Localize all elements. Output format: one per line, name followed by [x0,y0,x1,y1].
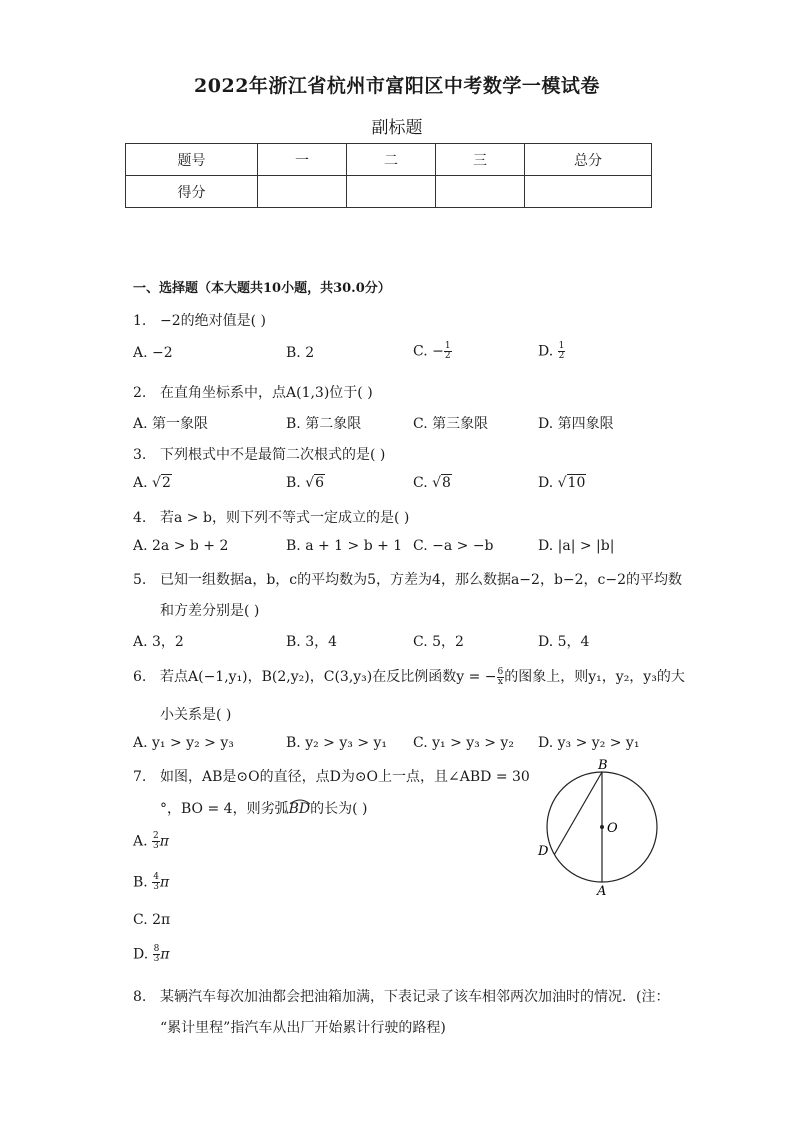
header-cell-total: 总分 [525,144,652,176]
question-text: −2的绝对值是( ) [160,313,267,329]
label-b: B [598,758,608,773]
chord-bd [554,772,602,855]
numerator: 8 [153,944,160,954]
numerator: 2 [153,831,159,841]
option-c[interactable]: C. −a > −b [413,538,494,554]
question-text-continued: 小关系是( ) [160,707,232,723]
question-text: 若点A(−1,y₁)，B(2,y₂)，C(3,y₃)在反比例函数y = − [160,669,497,685]
header-cell-part2: 二 [347,144,436,176]
question-number: 2. [133,385,147,401]
question-7 [133,766,530,786]
option-b[interactable]: B. 3，4 [286,634,338,650]
denominator: 2 [444,351,451,361]
option-d[interactable]: D. y₃ > y₂ > y₁ [538,735,640,751]
option-a[interactable]: A. 3，2 [133,634,184,650]
denominator: 3 [153,954,160,964]
score-row-label: 得分 [126,176,258,208]
header-cell-number: 题号 [126,144,258,176]
option-label: D. √ [538,475,567,491]
option-label: D. [538,343,558,360]
question-number: 7. [133,769,147,785]
question-8 [133,986,669,1006]
arc-label: BD [288,801,311,817]
option-b[interactable]: B. 2 [286,345,315,361]
radicand: 8 [442,475,451,491]
denominator: 3 [153,841,159,851]
option-a[interactable]: A. −2 [133,345,173,361]
question-number: 3. [133,447,147,463]
pi-symbol: π [159,833,169,850]
score-cell[interactable] [258,176,347,208]
question-text: 如图，AB是⊙O的直径，点D为⊙O上一点，且∠ABD = 30 [160,769,530,785]
option-b[interactable] [133,873,169,892]
numerator: 1 [558,341,565,351]
header-cell-part3: 三 [436,144,525,176]
numerator: 4 [153,872,159,882]
option-label: D. [133,946,153,963]
question-text: 下列根式中不是最简二次根式的是( ) [160,447,386,463]
option-b[interactable]: B. y₂ > y₃ > y₁ [286,735,388,751]
question-text-continued: “累计里程”指汽车从出厂开始累计行驶的路程) [160,1020,446,1036]
circle-figure [530,755,670,900]
question-number: 6. [133,669,147,685]
arc-icon [289,798,311,805]
fraction [558,342,566,361]
question-2 [133,382,373,402]
question-number: 1. [133,313,147,329]
option-a[interactable]: A. 第一象限 [133,416,209,432]
numerator: 6 [497,666,504,677]
option-a[interactable] [133,832,169,851]
option-b[interactable]: B. a + 1 > b + 1 [286,538,403,554]
option-b[interactable]: B. 第二象限 [286,416,362,432]
center-point [600,825,604,829]
pi-symbol: π [160,946,170,963]
option-a[interactable] [133,475,172,491]
denominator: 2 [558,351,565,361]
score-table-header-row [126,144,652,176]
option-c[interactable]: C. 第三象限 [413,416,489,432]
option-label: A. √ [133,475,161,491]
option-a[interactable]: A. y₁ > y₂ > y₃ [133,735,234,751]
question-5 [133,569,682,589]
header-cell-part1: 一 [258,144,347,176]
score-cell[interactable] [347,176,436,208]
option-d[interactable]: D. 第四象限 [538,416,614,432]
question-text-continued [160,798,367,818]
label-a: A [597,884,607,899]
question-text-continued: 和方差分别是( ) [160,603,260,619]
question-4 [133,507,409,527]
option-c[interactable]: C. y₁ > y₃ > y₂ [413,735,514,751]
question-number: 8. [133,989,147,1005]
option-label: A. [133,833,153,850]
score-table [125,143,652,208]
option-a[interactable]: A. 2a > b + 2 [133,538,229,554]
option-c[interactable] [413,475,452,491]
option-c[interactable]: C. 2π [133,912,171,928]
option-d[interactable] [538,342,565,361]
fraction [152,832,160,851]
score-table-score-row [126,176,652,208]
numerator: 1 [444,341,451,351]
question-1 [133,310,266,330]
option-label: C. √ [413,475,442,491]
question-text: 若a > b，则下列不等式一定成立的是( ) [160,510,410,526]
denominator: 3 [153,882,159,892]
exam-subtitle: 副标题 [371,118,423,138]
exam-title: 2022年浙江省杭州市富阳区中考数学一模试卷 [194,75,600,97]
option-label: B. [133,874,153,891]
denominator: x [497,676,503,687]
text-part: °，BO = 4，则劣弧 [160,801,289,817]
option-b[interactable] [286,475,325,491]
question-text: 某辆汽车每次加油都会把油箱加满，下表记录了该车相邻两次加油时的情况．(注： [160,989,670,1005]
pi-symbol: π [159,874,170,891]
question-number: 4. [133,510,147,526]
option-label: B. √ [286,475,315,491]
question-text: 已知一组数据a，b，c的平均数为5，方差为4，那么数据a−2，b−2，c−2的平均数 [160,572,683,588]
option-d[interactable]: D. |a| > |b| [538,538,615,554]
radicand: 6 [315,475,325,491]
question-text-tail: 的图象上，则y₁，y₂，y₃的大 [504,669,685,685]
question-number: 5. [133,572,147,588]
option-label: C. − [413,343,444,360]
fraction [444,342,452,361]
label-d: D [538,844,549,859]
option-d[interactable] [133,945,170,964]
arc-notation [289,801,311,817]
option-c[interactable] [413,342,452,361]
score-cell[interactable] [525,176,652,208]
option-d[interactable] [538,475,586,491]
text-part: 的长为( ) [310,801,368,817]
option-c[interactable]: C. 5，2 [413,634,464,650]
question-text: 在直角坐标系中，点A(1,3)位于( ) [160,385,373,401]
fraction [152,873,160,892]
question-3 [133,444,385,464]
radicand: 10 [567,475,586,491]
question-6 [133,666,685,687]
option-d[interactable]: D. 5，4 [538,634,590,650]
radicand: 2 [161,475,171,491]
section-heading: 一、选择题（本大题共10小题，共30.0分） [133,281,391,296]
label-o: O [607,821,618,836]
score-cell[interactable] [436,176,525,208]
